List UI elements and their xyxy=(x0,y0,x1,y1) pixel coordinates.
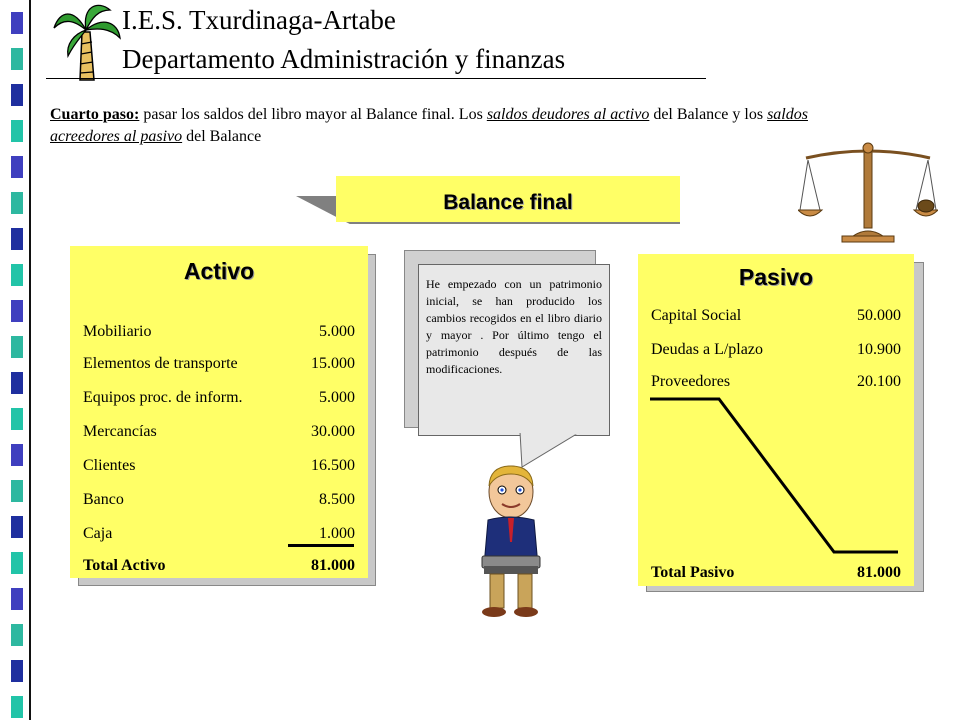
spine-mark xyxy=(11,660,23,682)
spine-mark xyxy=(11,48,23,70)
activo-total-row xyxy=(83,556,355,576)
spine-mark xyxy=(11,336,23,358)
pasivo-row-value: 10.900 xyxy=(857,341,901,358)
activo-row-value: 5.000 xyxy=(319,323,355,340)
spine-mark xyxy=(11,624,23,646)
activo-row-label: Mobiliario xyxy=(83,323,152,340)
pasivo-total-label: Total Pasivo xyxy=(651,564,735,581)
pasivo-total-value: 81.000 xyxy=(857,564,901,581)
spine-mark xyxy=(11,588,23,610)
activo-row-label: Mercancías xyxy=(83,423,157,440)
intro-step-label: Cuarto paso: xyxy=(50,106,140,123)
header-department: Departamento Administración y finanzas xyxy=(122,44,566,74)
spine-mark xyxy=(11,552,23,574)
activo-row-value: 16.500 xyxy=(311,457,355,474)
activo-panel xyxy=(70,246,368,578)
spine-mark xyxy=(11,480,23,502)
activo-row-value: 15.000 xyxy=(311,355,355,372)
activo-total-value: 81.000 xyxy=(311,557,355,574)
spine-mark xyxy=(11,12,23,34)
activo-row xyxy=(83,322,355,342)
activo-row-label: Clientes xyxy=(83,457,136,474)
pasivo-fill-line xyxy=(638,254,914,586)
pasivo-row-value: 50.000 xyxy=(857,307,901,324)
activo-row-value: 8.500 xyxy=(319,491,355,508)
pasivo-row-label: Deudas a L/plazo xyxy=(651,341,763,358)
activo-row xyxy=(83,388,355,408)
intro-credit-link: saldos acreedores al pasivo xyxy=(50,106,808,145)
binder-spine xyxy=(0,0,40,720)
bubble-text: He empezado con un patrimonio inicial, se han producido los cambios recogidos en el libro diario y mayor . Por último tengo el patrimonio después de las modificaciones. xyxy=(426,277,602,376)
spine-mark xyxy=(11,408,23,430)
spine-mark xyxy=(11,228,23,250)
activo-row xyxy=(83,422,355,442)
activo-row xyxy=(83,354,355,374)
spine-mark xyxy=(11,444,23,466)
pasivo-total-row xyxy=(651,563,901,583)
palm-tree-logo xyxy=(52,0,122,82)
spine-mark xyxy=(11,696,23,718)
activo-sum-line xyxy=(288,544,354,547)
pasivo-row-label: Capital Social xyxy=(651,307,742,324)
activo-row xyxy=(83,456,355,476)
activo-row xyxy=(83,490,355,510)
balance-title-tab xyxy=(336,176,680,222)
activo-row-value: 5.000 xyxy=(319,389,355,406)
balance-title: Balance final xyxy=(443,191,573,214)
activo-row-label: Equipos proc. de inform. xyxy=(83,389,243,406)
intro-text: del Balance xyxy=(182,128,262,145)
pasivo-title: Pasivo xyxy=(738,264,814,290)
speech-bubble xyxy=(418,264,610,436)
pasivo-row-value: 20.100 xyxy=(857,373,901,390)
spine-mark xyxy=(11,264,23,286)
spine-mark xyxy=(11,300,23,322)
spine-mark xyxy=(11,156,23,178)
activo-row-label: Banco xyxy=(83,491,124,508)
intro-text: pasar los saldos del libro mayor al Balance final. Los xyxy=(139,106,487,123)
activo-row-label: Caja xyxy=(83,525,113,542)
activo-row-label: Elementos de transporte xyxy=(83,355,238,372)
intro-debit-link: saldos deudores al activo xyxy=(486,106,650,123)
activo-total-label: Total Activo xyxy=(83,557,166,574)
spine-mark xyxy=(11,516,23,538)
spine-mark xyxy=(11,120,23,142)
header-school-name: I.E.S. Txurdinaga-Artabe xyxy=(122,5,396,35)
activo-title: Activo xyxy=(183,258,255,284)
balance-scale-icon xyxy=(798,136,938,246)
intro-paragraph xyxy=(50,104,865,148)
intro-text: del Balance y los xyxy=(649,106,768,123)
spine-mark xyxy=(11,84,23,106)
spine-mark xyxy=(11,192,23,214)
header-divider xyxy=(46,78,706,79)
activo-row-value: 30.000 xyxy=(311,423,355,440)
spine-mark xyxy=(11,372,23,394)
pasivo-row-label: Proveedores xyxy=(651,373,731,390)
spine-line xyxy=(29,0,31,720)
activo-row xyxy=(83,524,355,544)
person-laptop-figure xyxy=(466,458,556,618)
activo-row-value: 1.000 xyxy=(319,525,355,542)
pasivo-panel xyxy=(638,254,914,586)
